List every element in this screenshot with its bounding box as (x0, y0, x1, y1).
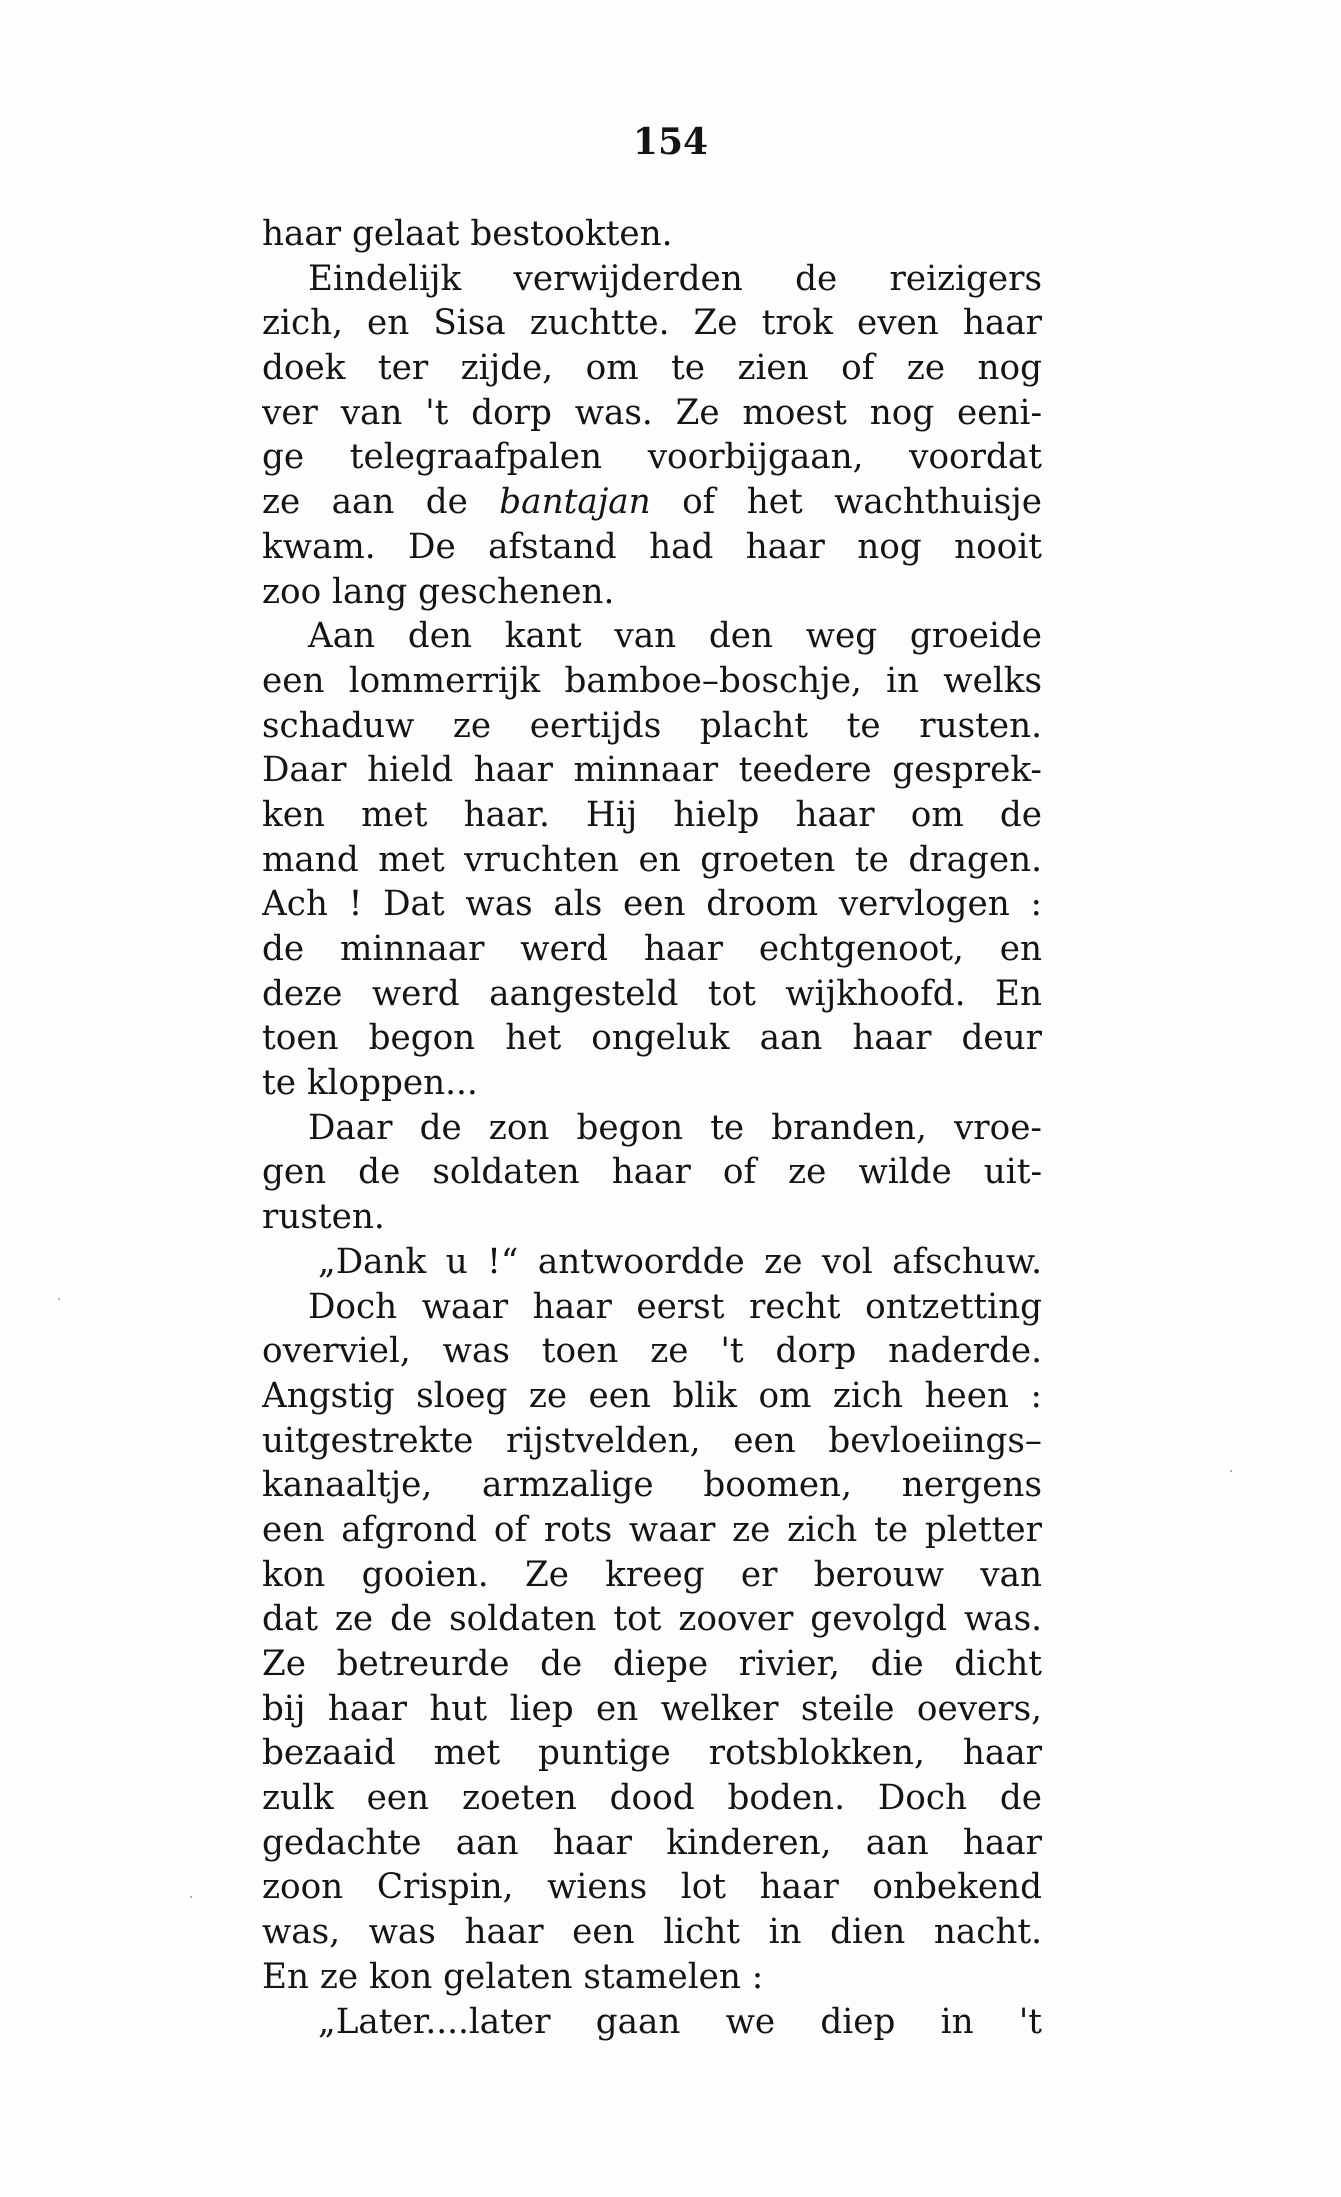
text-line: een afgrond of rots waar ze zich te pletter (262, 1509, 1042, 1550)
text-segment: of het wachthuisje (650, 482, 1042, 523)
body-text (262, 212, 1042, 2044)
text-line: ver van 't dorp was. Ze moest nog eeni- (262, 392, 1042, 433)
text-line: bezaaid met puntige rotsblokken, haar (262, 1733, 1042, 1774)
text-line: rusten. (262, 1197, 385, 1238)
text-line: Ze betreurde de diepe rivier, die dicht (262, 1644, 1042, 1684)
text-line: deze werd aangesteld tot wijkhoofd. En (262, 973, 1042, 1014)
text-line: kanaaltje, armzalige boomen, nergens (262, 1465, 1042, 1506)
text-line: schaduw ze eertijds placht te rusten. (262, 705, 1042, 746)
text-line: ken met haar. Hij hielp haar om de (262, 794, 1042, 835)
paper-speck (190, 1896, 192, 1898)
text-line: kwam. De afstand had haar nog nooit (262, 526, 1042, 567)
text-line: overviel, was toen ze 't dorp naderde. (262, 1331, 1042, 1372)
text-line: gen de soldaten haar of ze wilde uit- (262, 1152, 1042, 1193)
text-line: de minnaar werd haar echtgenoot, en (262, 929, 1042, 969)
text-line: Doch waar haar eerst recht ontzetting (308, 1286, 1042, 1327)
text-line: gedachte aan haar kinderen, aan haar (262, 1822, 1042, 1863)
text-line: Angstig sloeg ze een blik om zich heen : (262, 1375, 1042, 1416)
paper-speck (1230, 1470, 1232, 1472)
text-line: uitgestrekte rijstvelden, een bevloeiings– (262, 1420, 1042, 1461)
text-line: zich, en Sisa zuchtte. Ze trok even haar (262, 303, 1042, 344)
text-line: zulk een zoeten dood boden. Doch de (262, 1778, 1042, 1819)
text-line: toen begon het ongeluk aan haar deur (262, 1018, 1042, 1059)
text-segment: ze aan de (262, 482, 500, 523)
text-line: doek ter zijde, om te zien of ze nog (262, 348, 1042, 389)
text-line: Ach ! Dat was als een droom vervlogen : (262, 884, 1042, 925)
text-line: mand met vruchten en groeten te dragen. (262, 839, 1042, 880)
text-line: ge telegraafpalen voorbijgaan, voordat (262, 437, 1042, 478)
text-line: was, was haar een licht in dien nacht. (262, 1912, 1042, 1953)
text-line: Eindelijk verwijderden de reizigers (308, 258, 1042, 299)
text-line: kon gooien. Ze kreeg er berouw van (262, 1554, 1042, 1595)
text-line: haar gelaat bestookten. (262, 214, 673, 254)
text-line: Daar hield haar minnaar teedere gesprek- (262, 750, 1042, 791)
text-line: een lommerrijk bamboe–boschje, in welks (262, 660, 1042, 701)
page-number: 154 (632, 121, 709, 163)
text-line: zoo lang geschenen. (262, 571, 615, 612)
italic-word: bantajan (499, 482, 651, 523)
text-line: En ze kon gelaten stamelen : (262, 1956, 764, 1997)
text-line (262, 480, 1042, 525)
text-line: „Later....later gaan we diep in 't (318, 2001, 1042, 2042)
text-line: Aan den kant van den weg groeide (308, 616, 1042, 657)
paper-speck (58, 1298, 60, 1300)
text-line: „Dank u !“ antwoordde ze vol afschuw. (318, 1241, 1042, 1282)
text-line: te kloppen... (262, 1063, 478, 1104)
text-line: bij haar hut liep en welker steile oevers, (262, 1688, 1042, 1729)
text-line: zoon Crispin, wiens lot haar onbekend (262, 1867, 1042, 1908)
text-line: dat ze de soldaten tot zoover gevolgd was. (262, 1599, 1042, 1640)
text-line: Daar de zon begon te branden, vroe- (308, 1107, 1042, 1148)
